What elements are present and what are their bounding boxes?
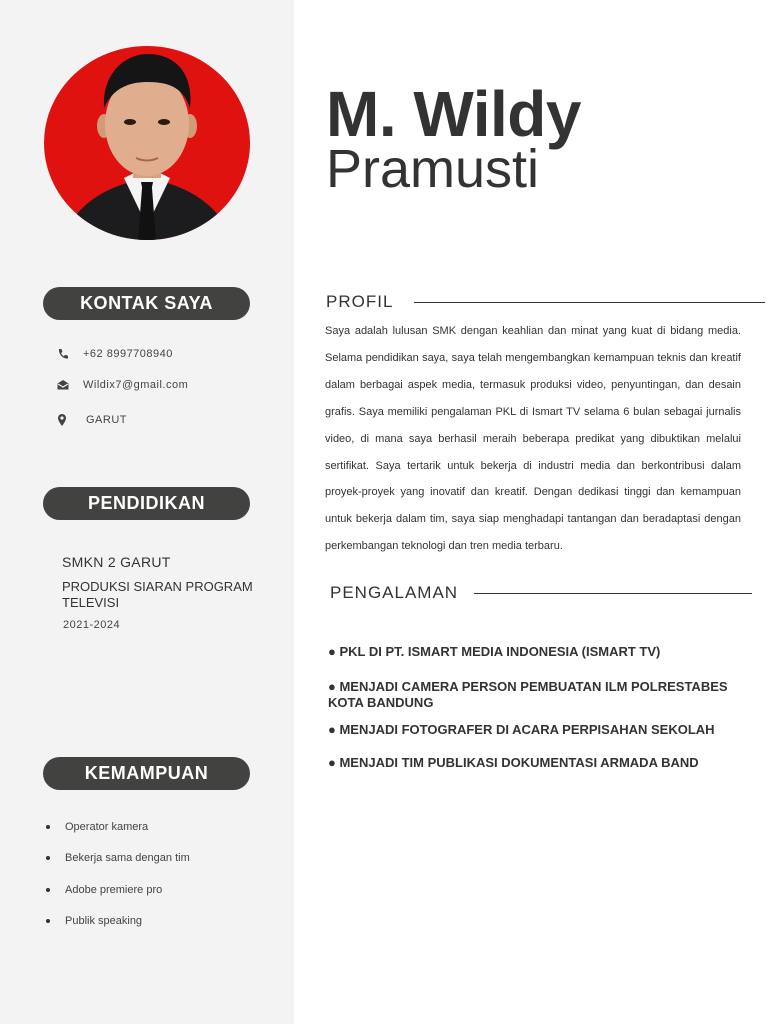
profile-photo — [44, 46, 250, 240]
email-address: Wildix7@gmail.com — [83, 379, 189, 391]
skill-item: Operator kamera — [46, 811, 190, 843]
phone-number: +62 8997708940 — [83, 348, 173, 360]
envelope-icon — [56, 378, 70, 392]
location-pin-icon — [56, 413, 70, 427]
location-text: GARUT — [86, 414, 127, 426]
skill-item: Adobe premiere pro — [46, 874, 190, 906]
experience-item: ● PKL DI PT. ISMART MEDIA INDONESIA (ISMART TV) — [328, 644, 661, 659]
skills-section-title: KEMAMPUAN — [43, 757, 250, 790]
skill-item: Bekerja sama dengan tim — [46, 843, 190, 875]
name-first: M. Wildy — [326, 78, 581, 150]
bullet-icon — [46, 856, 50, 860]
experience-item: ● MENJADI TIM PUBLIKASI DOKUMENTASI ARMADA BAND — [328, 755, 699, 770]
profile-text: Saya adalah lulusan SMK dengan keahlian dan minat yang kuat di bidang media. Selama pendidikan saya, saya telah mengembangkan kemampuan teknis dan kreatif dalam berbagai aspek media, termasuk produksi video, penyuntingan, dan desain grafis. Saya memiliki pengalaman PKL di Ismart TV selama 6 bulan sebagai jurnalis video, di mana saya berhasil meraih beberapa predikat yang dibuktikan melalui sertifikat. Saya tertarik untuk bekerja di industri media dan berkontribusi dalam proyek-proyek yang inovatif dan kreatif. Dengan dedikasi tinggi dan kemampuan untuk bekerja dalam tim, saya siap menghadapi tantangan dan beradaptasi dengan perkembangan teknologi dan tren media terbaru. — [325, 325, 741, 553]
profile-divider — [414, 302, 765, 303]
bullet-icon — [46, 888, 50, 892]
phone-icon — [56, 347, 70, 361]
skills-list — [46, 811, 190, 937]
education-section-title: PENDIDIKAN — [43, 487, 250, 520]
bullet-icon — [46, 919, 50, 923]
name-last: Pramusti — [326, 139, 540, 199]
contact-location — [56, 413, 127, 427]
experience-item: ● MENJADI FOTOGRAFER DI ACARA PERPISAHAN SEKOLAH — [328, 722, 715, 737]
education-years: 2021-2024 — [63, 619, 121, 631]
bullet-icon — [46, 825, 50, 829]
contact-phone — [56, 347, 173, 361]
contact-email — [56, 378, 188, 392]
experience-section-title: PENGALAMAN — [330, 583, 459, 602]
education-school: SMKN 2 GARUT — [62, 554, 171, 570]
education-program: PRODUKSI SIARAN PROGRAM TELEVISI — [62, 579, 253, 610]
skill-item: Publik speaking — [46, 906, 190, 938]
experience-item: ● MENJADI CAMERA PERSON PEMBUATAN ILM POLRESTABES KOTA BANDUNG — [328, 679, 728, 710]
experience-divider — [474, 593, 752, 594]
profile-section-title: PROFIL — [326, 292, 394, 311]
contact-section-title: KONTAK SAYA — [43, 287, 250, 320]
